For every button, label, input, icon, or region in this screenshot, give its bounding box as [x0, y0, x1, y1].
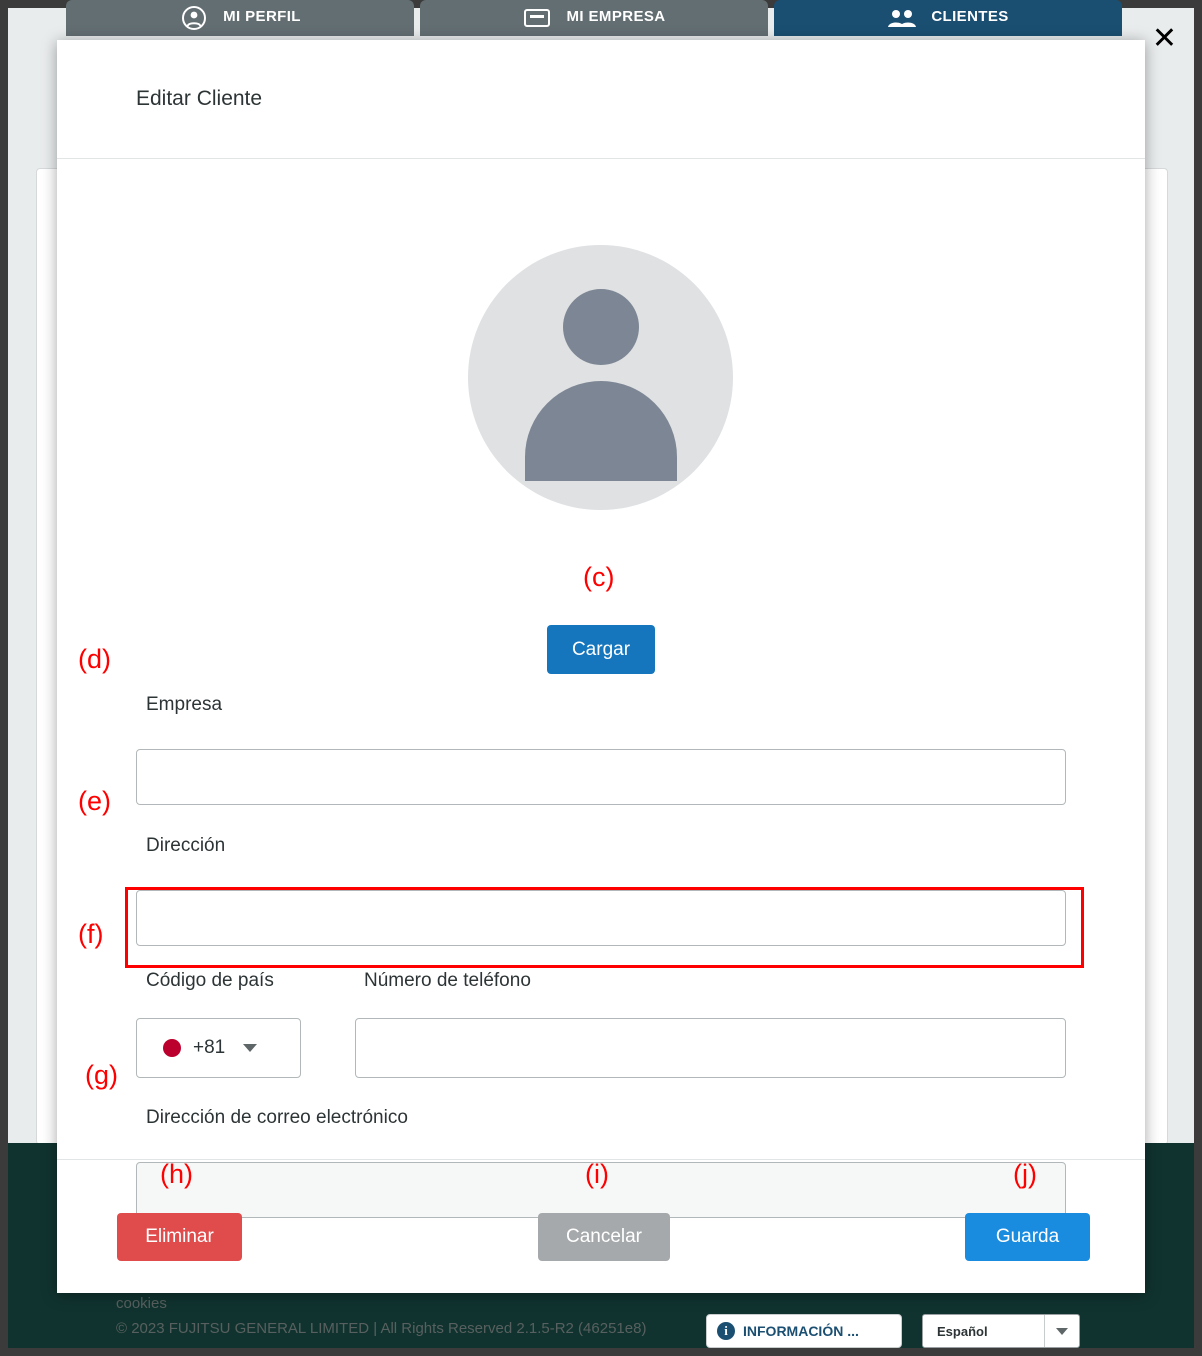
info-icon: i: [717, 1322, 735, 1340]
address-input[interactable]: [136, 890, 1066, 946]
annotation-j: (j): [1013, 1159, 1037, 1189]
chevron-down-icon: [1044, 1315, 1079, 1347]
delete-button[interactable]: Eliminar: [117, 1213, 242, 1261]
country-code-label: Código de país: [146, 970, 274, 991]
tab-label: MI PERFIL: [223, 7, 301, 25]
edit-client-modal: [57, 22, 1177, 1293]
user-circle-icon: [179, 6, 209, 30]
email-label: Dirección de correo electrónico: [146, 1107, 408, 1128]
avatar: [468, 245, 733, 510]
annotation-f: (f): [78, 919, 104, 949]
company-input[interactable]: [136, 749, 1066, 805]
tab-mi-empresa[interactable]: [420, 0, 768, 36]
modal-header: [57, 40, 1145, 159]
annotation-g: (g): [85, 1060, 118, 1090]
chevron-down-icon: [243, 1044, 257, 1052]
informacion-button[interactable]: [706, 1314, 902, 1348]
tab-label: CLIENTES: [931, 7, 1009, 25]
modal-body: [57, 159, 1145, 1159]
company-label: Empresa: [146, 694, 223, 715]
language-select[interactable]: [922, 1314, 1080, 1348]
annotation-e: (e): [78, 786, 111, 816]
country-code-select[interactable]: [136, 1018, 301, 1078]
building-icon: [522, 6, 552, 30]
tab-clientes[interactable]: [774, 0, 1122, 36]
top-tab-bar: [66, 0, 1122, 36]
address-label: Dirección: [146, 835, 226, 856]
upload-button[interactable]: Cargar: [547, 625, 655, 674]
japan-flag-icon: [163, 1039, 181, 1057]
tab-label: MI EMPRESA: [566, 7, 666, 25]
avatar-body: [525, 381, 677, 481]
save-button[interactable]: Guarda: [965, 1213, 1090, 1261]
annotation-d: (d): [78, 644, 111, 674]
annotation-i: (i): [585, 1159, 609, 1189]
phone-input[interactable]: [355, 1018, 1066, 1078]
annotation-c: (c): [583, 562, 615, 592]
cancel-button[interactable]: Cancelar: [538, 1213, 670, 1261]
language-value: Español: [937, 1323, 988, 1339]
info-button-label: INFORMACIÓN ...: [743, 1323, 859, 1339]
cookies-text: cookies: [116, 1295, 167, 1312]
tab-mi-perfil[interactable]: [66, 0, 414, 36]
avatar-head: [563, 289, 639, 365]
annotation-h: (h): [160, 1159, 193, 1189]
clients-icon: [887, 6, 917, 30]
modal-title: Editar Cliente: [136, 87, 263, 110]
phone-label: Número de teléfono: [364, 970, 531, 991]
copyright-text: © 2023 FUJITSU GENERAL LIMITED | All Rights Reserved 2.1.5-R2 (46251e8): [116, 1320, 647, 1337]
close-icon[interactable]: ✕: [1151, 22, 1177, 55]
country-code-value: +81: [193, 1037, 226, 1058]
